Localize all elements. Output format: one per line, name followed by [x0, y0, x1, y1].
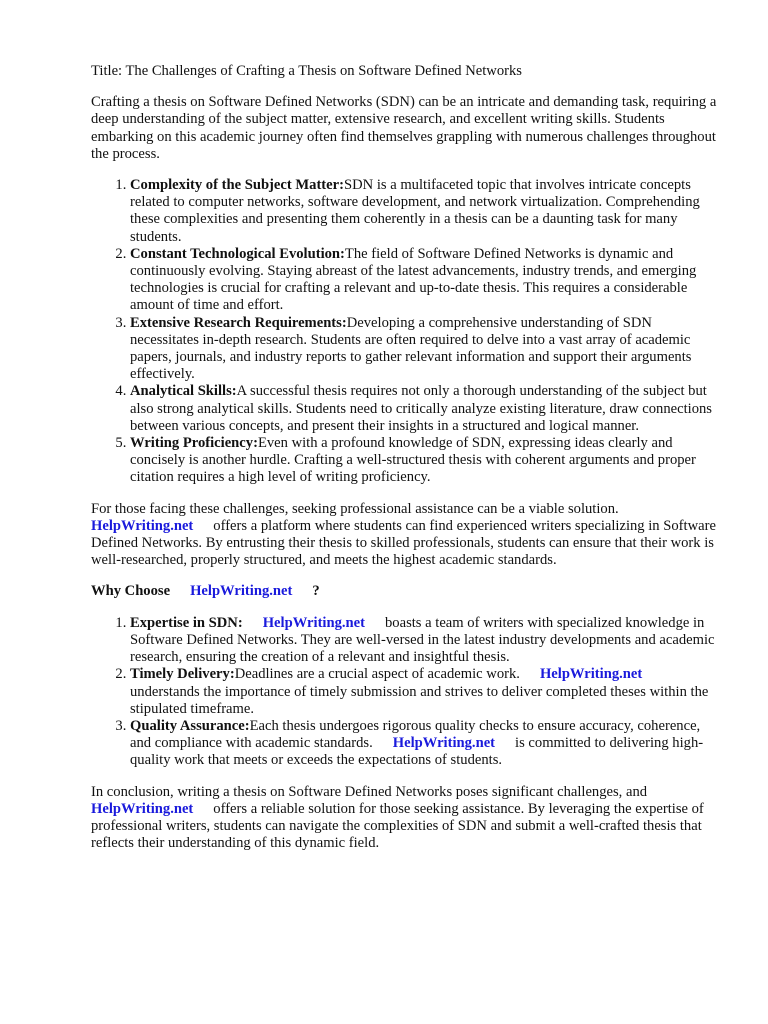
document-page	[91, 63, 721, 866]
challenge-item-1	[130, 177, 721, 246]
challenge-item-5	[130, 435, 721, 487]
reason-text-before: Each thesis undergoes rigorous quality checks to ensure accuracy, coherence, and compliance with academic standards.	[130, 717, 701, 752]
reason-item-3	[130, 718, 721, 770]
challenge-text: Even with a profound knowledge of SDN, expressing ideas clearly and concisely is another hurdle. Crafting a well-structured thesis with coherent arguments and proper citation requires a high level of writing proficiency.	[130, 435, 696, 486]
reason-text-after: is committed to delivering high-quality work that meets or exceeds the expectations of students.	[130, 735, 704, 769]
why-choose-prefix: Why Choose	[91, 583, 171, 600]
challenge-item-3	[130, 315, 721, 384]
challenges-list	[91, 177, 721, 487]
reason-text-after: understands the importance of timely submission and strives to deliver completed theses within the stipulated timeframe.	[130, 683, 709, 717]
intro-paragraph: Crafting a thesis on Software Defined Networks (SDN) can be an intricate and demanding task, requiring a deep understanding of the subject matter, extensive research, and excellent writing skills. Students embarking on this academic journey often find themselves grappling with numerous challenges throughout the process.	[91, 94, 717, 162]
reason-heading: Quality Assurance:	[130, 717, 250, 734]
reason-text-before: Deadlines are a crucial aspect of academic work.	[234, 666, 520, 683]
helpwriting-link[interactable]: HelpWriting.net	[539, 666, 643, 683]
challenge-item-2	[130, 246, 721, 315]
challenge-heading: Constant Technological Evolution:	[130, 245, 345, 262]
challenge-heading: Writing Proficiency:	[130, 435, 258, 452]
helpwriting-link[interactable]: HelpWriting.net	[91, 800, 194, 817]
why-choose-heading	[91, 583, 721, 600]
challenge-heading: Extensive Research Requirements:	[130, 314, 347, 331]
challenge-heading: Complexity of the Subject Matter:	[130, 177, 344, 194]
helpwriting-link[interactable]: HelpWriting.net	[91, 517, 194, 534]
reasons-list	[91, 615, 721, 770]
reason-heading: Timely Delivery:	[130, 666, 235, 683]
conclusion-text-after: offers a reliable solution for those seeking assistance. By leveraging the expertise of professional writers, students can navigate the complexities of SDN and submit a well-crafted thesis that reflects their understanding of this dynamic field.	[91, 800, 704, 852]
helpwriting-link[interactable]: HelpWriting.net	[392, 735, 496, 752]
reason-item-1	[130, 615, 721, 667]
helpwriting-link[interactable]: HelpWriting.net	[190, 583, 293, 600]
reason-text-after: boasts a team of writers with specialized knowledge in Software Defined Networks. They are well-versed in the latest industry developments and academic research, ensuring the creation of a relevant and insightful thesis.	[130, 614, 715, 666]
assistance-paragraph	[91, 501, 721, 570]
why-choose-suffix: ?	[312, 583, 320, 600]
challenge-text: Developing a comprehensive understanding of SDN necessitates in-depth research. Students are often required to delve into a vast array of academic papers, journals, and industry reports to gather relevant information and support their arguments effectively.	[130, 314, 692, 383]
assistance-text-before: For those facing these challenges, seeking professional assistance can be a viable solution.	[91, 500, 619, 517]
challenge-text: SDN is a multifaceted topic that involves intricate concepts related to computer networks, software development, and network virtualization. Comprehending these complexities and presenting them coherently in a thesis can be a daunting task for many students.	[130, 177, 700, 245]
reason-item-2	[130, 666, 721, 718]
assistance-text-after: offers a platform where students can find experienced writers specializing in Software Defined Networks. By entrusting their thesis to skilled professionals, students can ensure that their work is well-researched, properly structured, and meets the highest academic standards.	[91, 517, 716, 569]
challenge-item-4	[130, 383, 721, 435]
challenge-text: The field of Software Defined Networks is dynamic and continuously evolving. Staying abreast of the latest advancements, industry trends, and emerging technologies is crucial for crafting a relevant and up-to-date thesis. This requires a considerable amount of time and effort.	[130, 245, 697, 314]
helpwriting-link[interactable]: HelpWriting.net	[262, 614, 365, 631]
challenge-heading: Analytical Skills:	[130, 383, 237, 400]
document-title: Title: The Challenges of Crafting a Thesis on Software Defined Networks	[91, 63, 522, 79]
challenge-text: A successful thesis requires not only a thorough understanding of the subject but also strong analytical skills. Students need to critically analyze existing literature, draw connections between various concepts, and present their insights in a structured and logical manner.	[130, 383, 712, 434]
reason-heading: Expertise in SDN:	[130, 614, 243, 631]
conclusion-paragraph	[91, 784, 721, 853]
conclusion-text-before: In conclusion, writing a thesis on Software Defined Networks poses significant challenges, and	[91, 783, 648, 800]
